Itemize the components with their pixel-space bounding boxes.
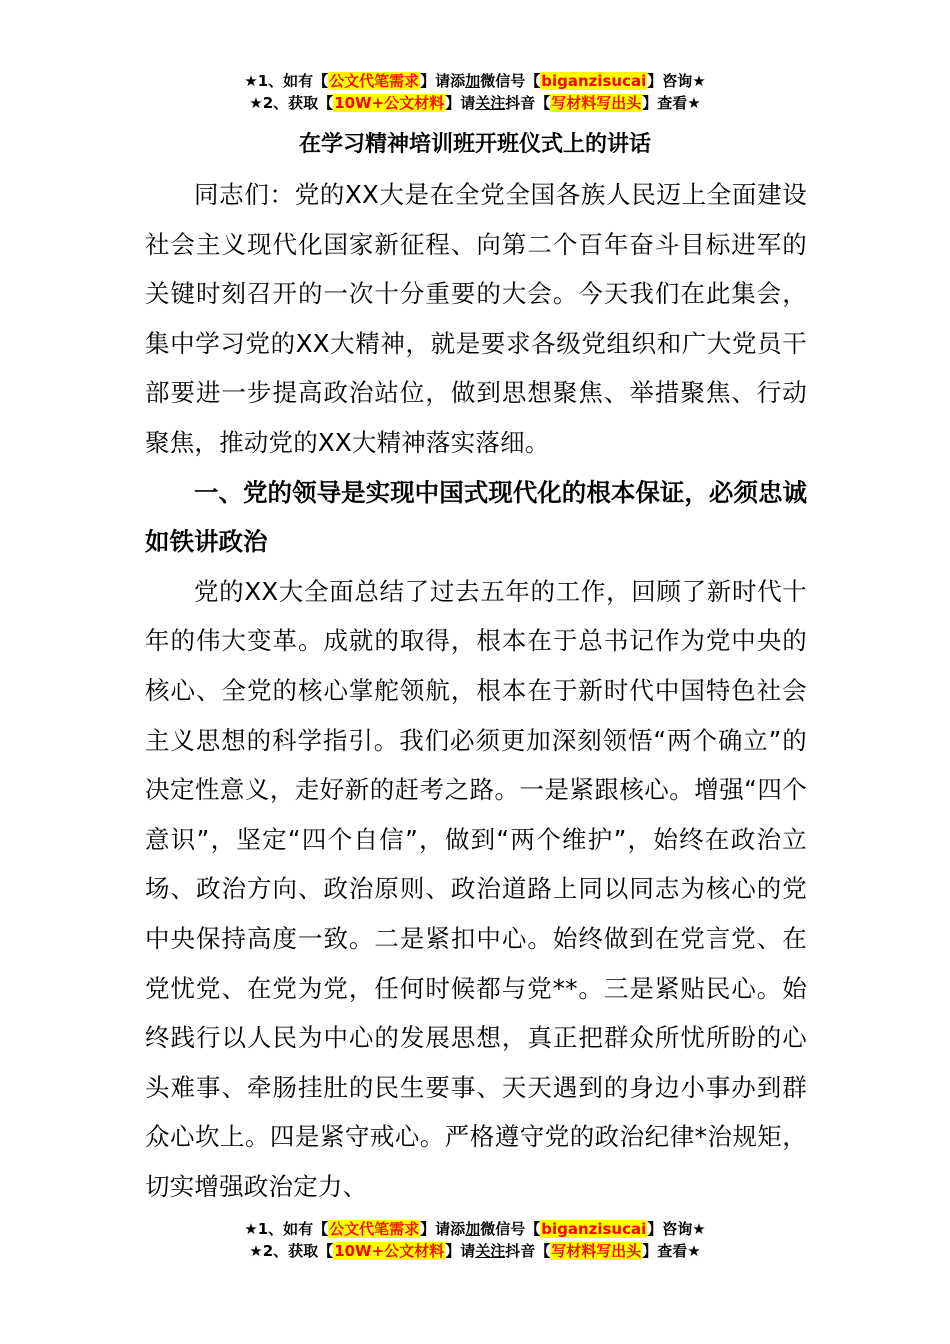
document-title: 在学习精神培训班开班仪式上的讲话 xyxy=(298,132,651,157)
document-body xyxy=(145,170,807,1211)
notice-text: 抖音【 xyxy=(505,1242,551,1260)
notice-line-1 xyxy=(0,1218,950,1240)
notice-underline: 加 xyxy=(465,72,481,90)
notice-text: ★1、如有【 xyxy=(244,1220,329,1238)
notice-text: 抖音【 xyxy=(505,94,551,112)
paragraph-intro: 同志们：党的XX大是在全党全国各族人民迈上全面建设社会主义现代化国家新征程、向第二个百年奋斗目标进军的关键时刻召开的一次十分重要的大会。今天我们在此集会，集中学习党的XX大精神，就是要求各级党组织和广大党员干部要进一步提高政治站位，做到思想聚焦、举措聚焦、行动聚焦，推动党的XX大精神落实落细。 xyxy=(145,180,807,457)
notice-underline: 关注 xyxy=(475,1242,506,1260)
notice-text: 】请添 xyxy=(420,1220,466,1238)
notice-highlight: 公文代笔需求 xyxy=(329,1220,420,1238)
notice-text: 微信号【 xyxy=(480,72,541,90)
notice-text: 】查看★ xyxy=(642,94,701,112)
header-notice xyxy=(0,70,950,114)
notice-text: 】咨询★ xyxy=(647,1220,706,1238)
section-heading-1: 一、党的领导是实现中国式现代化的根本保证，必须忠诚如铁讲政治 xyxy=(145,477,807,557)
notice-highlight: 10W+公文材料 xyxy=(334,1242,445,1260)
notice-highlight: biganzisucai xyxy=(541,1220,647,1238)
notice-text: 】咨询★ xyxy=(647,72,706,90)
notice-highlight: 写材料写出头 xyxy=(551,94,642,112)
notice-underline: 关注 xyxy=(475,94,506,112)
notice-underline: 加 xyxy=(465,1220,481,1238)
notice-line-2 xyxy=(0,92,950,114)
notice-line-1 xyxy=(0,70,950,92)
notice-text: 】请 xyxy=(445,1242,476,1260)
notice-highlight: biganzisucai xyxy=(541,72,647,90)
notice-text: ★2、获取【 xyxy=(249,94,334,112)
notice-highlight: 10W+公文材料 xyxy=(334,94,445,112)
paragraph-section-1: 党的XX大全面总结了过去五年的工作，回顾了新时代十年的伟大变革。成就的取得，根本在于总书记作为党中央的核心、全党的核心掌舵领航，根本在于新时代中国特色社会主义思想的科学指引。我们必须更加深刻领悟“两个确立”的决定性意义，走好新的赶考之路。一是紧跟核心。增强“四个意识”，坚定“四个自信”，做到“两个维护”，始终在政治立场、政治方向、政治原则、政治道路上同以同志为核心的党中央保持高度一致。二是紧扣中心。始终做到在党言党、在党忧党、在党为党，任何时候都与党**。三是紧贴民心。始终践行以人民为中心的发展思想，真正把群众所忧所盼的心头难事、牵肠挂肚的民生要事、天天遇到的身边小事办到群众心坎上。四是紧守戒心。严格遵守党的政治纪律*治规矩，切实增强政治定力、 xyxy=(145,576,807,1201)
notice-text: 】请添 xyxy=(420,72,466,90)
notice-text: 】查看★ xyxy=(642,1242,701,1260)
notice-highlight: 写材料写出头 xyxy=(551,1242,642,1260)
notice-line-2 xyxy=(0,1240,950,1262)
notice-text: 】请 xyxy=(445,94,476,112)
notice-highlight: 公文代笔需求 xyxy=(329,72,420,90)
notice-text: ★1、如有【 xyxy=(244,72,329,90)
notice-text: ★2、获取【 xyxy=(249,1242,334,1260)
notice-text: 微信号【 xyxy=(480,1220,541,1238)
footer-notice xyxy=(0,1218,950,1262)
